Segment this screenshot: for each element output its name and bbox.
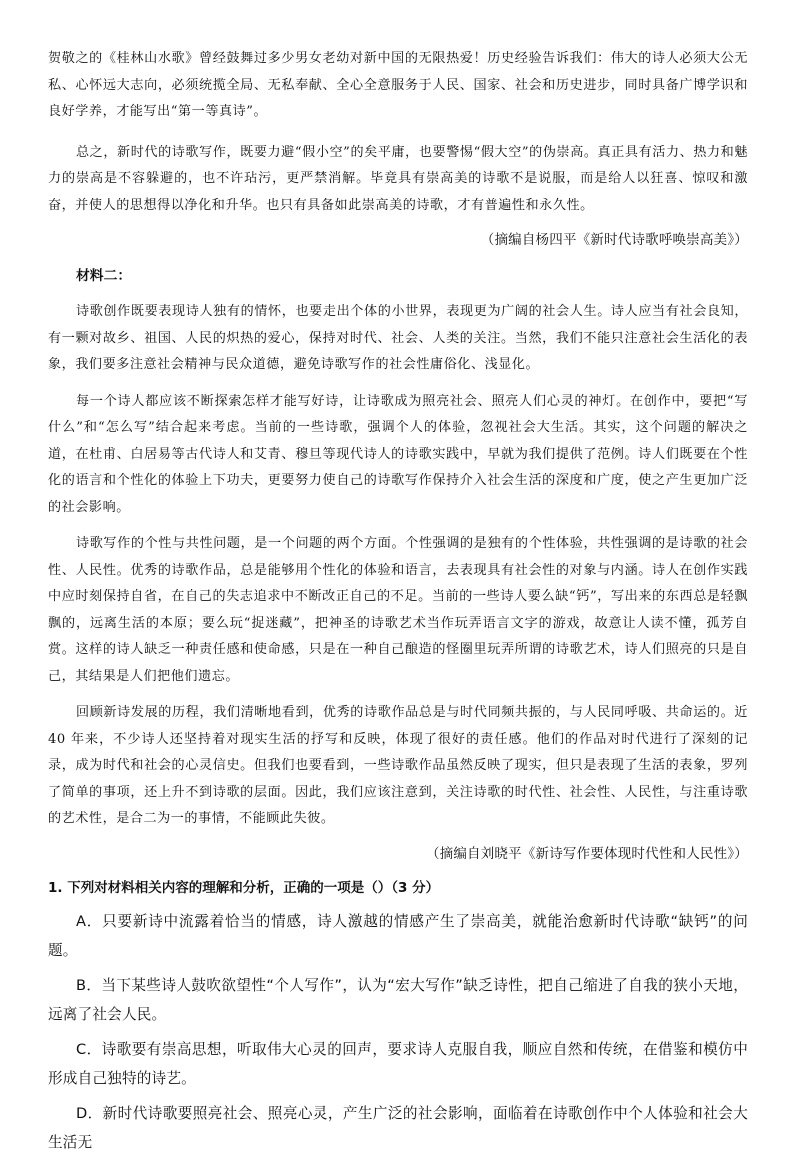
- material2-source: （摘编自刘晓平《新诗写作要体现时代性和人民性》）: [425, 845, 748, 862]
- material1-paragraph-2: 总之，新时代的诗歌写作，既要力避“假小空”的矣平庸，也要警惕“假大空”的伪崇高。真正具有活力、热力和魅力的崇高是不容躲避的，也不许玷污，更严禁消解。毕竟具有崇高美的诗歌不是说服，而是给人以狂喜、惊叹和激奋，并使人的思想得以净化和升华。也只有具备如此崇高美的诗歌，才有普遍性和永久性。: [48, 144, 748, 213]
- question-1-option-b: B．当下某些诗人鼓吹欲望性“个人写作”，认为“宏大写作”缺乏诗性，把自己缩进了自我的狭小天地，远离了社会人民。: [48, 976, 748, 1023]
- material2-paragraph-3: 诗歌写作的个性与共性问题，是一个问题的两个方面。个性强调的是独有的个性体验，共性强调的是诗歌的社会性、人民性。优秀的诗歌作品，总是能够用个性化的体验和语言，去表现具有社会性的对象与内涵。诗人在创作实践中应时刻保持自省，在自己的失志追求中不断改正自己的不足。当前的一些诗人要么缺“钙”，写出来的东西总是轻飘飘的，远离生活的本原；要么玩“捉迷藏”，把神圣的诗歌艺术当作玩弄语言文字的游戏，故意让人读不懂，孤芳自赏。这样的诗人缺乏一种责任感和使命感，只是在一种自己酿造的怪圈里玩弄所谓的诗歌艺术，诗人们照亮的只是自己，其结果是人们把他们遗忘。: [48, 536, 748, 684]
- material1-source: （摘编自杨四平《新时代诗歌呼唤崇高美》）: [480, 232, 748, 248]
- material2-paragraph-1: 诗歌创作既要表现诗人独有的情怀，也要走出个体的小世界，表现更为广阔的社会人生。诗人应当有社会良知，有一颗对故乡、祖国、人民的炽热的爱心，保持对时代、社会、人类的关注。当然，我们不能只注意社会生活化的表象，我们要多注意社会精神与民众道德，避免诗歌写作的社会性庸俗化、浅显化。: [48, 304, 748, 372]
- question-1-option-d: D．新时代诗歌要照亮社会、照亮心灵，产生广泛的社会影响，面临着在诗歌创作中个人体验和社会大生活无: [48, 1104, 748, 1151]
- question-1-stem: 1. 下列对材料相关内容的理解和分析，正确的一项是（）（3 分）: [48, 879, 440, 896]
- material2-paragraph-2: 每一个诗人都应该不断探索怎样才能写好诗，让诗歌成为照亮社会、照亮人们心灵的神灯。在创作中，要把“写什么”和“怎么写”结合起来考虑。当前的一些诗歌，强调个人的体验，忽视社会大生活。其实，这个问题的解决之道，在杜甫、白居易等古代诗人和艾青、穆旦等现代诗人的诗歌实践中，早就为我们提供了范例。诗人们既要在个性化的语言和个性化的体验上下功夫，更要努力使自己的诗歌写作保持介入社会生活的深度和广度，使之产生更加广泛的社会影响。: [48, 393, 748, 515]
- question-1-option-a: A．只要新诗中流露着恰当的情感，诗人激越的情感产生了崇高美，就能治愈新时代诗歌“缺钙”的问题。: [48, 912, 748, 959]
- material2-heading: 材料二：: [76, 268, 132, 284]
- material1-paragraph-1: 贺敬之的《桂林山水歌》曾经鼓舞过多少男女老幼对新中国的无限热爱！历史经验告诉我们：伟大的诗人必须大公无私、心怀远大志向，必须统揽全局、无私奉献、全心全意服务于人民、国家、社会和历史进步，同时具备广博学识和良好学养，才能写出“第一等真诗”。: [48, 51, 748, 119]
- material2-paragraph-4: 回顾新诗发展的历程，我们清晰地看到，优秀的诗歌作品总是与时代同频共振的，与人民同呼吸、共命运的。近 40 年来，不少诗人还坚持着对现实生活的抒写和反映，体现了很好的责任感。他们的作品对时代进行了深刻的记录，成为时代和社会的心灵信史。但我们也要看到，一些诗歌作品虽然反映了现实，但只是表现了生活的表象，罗列了简单的事项，还上升不到诗歌的层面。因此，我们应该注意到，关注诗歌的时代性、社会性、人民性，与注重诗歌的艺术性，是合二为一的事情，不能顾此失彼。: [48, 705, 748, 826]
- question-1-option-c: C．诗歌要有崇高思想，听取伟大心灵的回声，要求诗人克服自我，顺应自然和传统，在借鉴和模仿中形成自己独特的诗艺。: [48, 1040, 748, 1087]
